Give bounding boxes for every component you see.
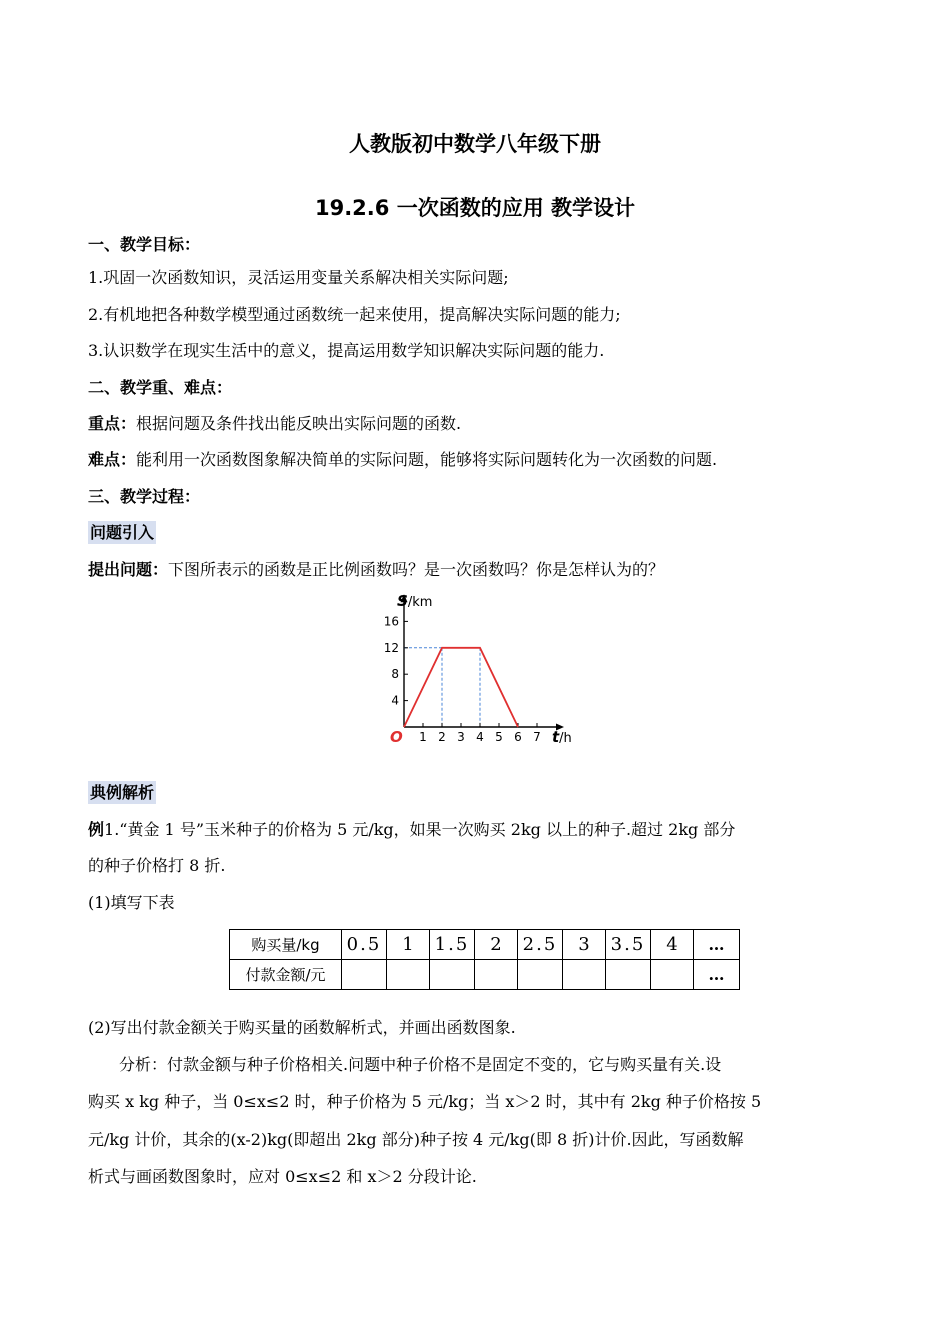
table-cell [387,960,430,990]
example1-line2: 的种子价格打 8 折. [88,856,226,875]
key-heading: 二、教学重、难点： [88,378,233,397]
process-heading: 三、教学过程： [88,487,201,506]
difficulty-text: 能利用一次函数图象解决简单的实际问题，能够将实际问题转化为一次函数的问题. [136,450,718,469]
x-axis-variable: t [552,728,560,746]
x-tick-label: 6 [514,730,522,744]
y-tick-label: 4 [391,693,399,708]
goal-item: 3.认识数学在现实生活中的意义，提高运用数学知识解决实际问题的能力. [88,341,605,360]
y-tick-label: 12 [383,640,399,655]
table-cell: 2.5 [518,930,563,960]
table-cell [430,960,475,990]
difficulty-label: 难点： [88,450,137,469]
table-cell: 3.5 [606,930,651,960]
x-tick-label: 2 [438,730,446,744]
x-tick-label: 5 [495,730,503,744]
table-row [230,960,740,990]
analysis-line: 分析：付款金额与种子价格相关.问题中种子价格不是固定不变的，它与购买量有关.设 [119,1055,722,1074]
difficulty-point [88,450,717,470]
table-cell: 2 [475,930,518,960]
row-label-amount: 付款金额/元 [230,960,342,990]
intro-tag-wrap [88,523,156,543]
table-row [230,930,740,960]
table-cell [518,960,563,990]
goal-item: 2.有机地把各种数学模型通过函数统一起来使用，提高解决实际问题的能力; [88,305,621,324]
analysis-line: 析式与画函数图象时，应对 0≤x≤2 和 x＞2 分段计论. [88,1167,477,1186]
table-cell [606,960,651,990]
x-axis-unit: /h [559,731,572,746]
table-cell: 1.5 [430,930,475,960]
intro-tag: 问题引入 [90,523,155,542]
series-line [404,648,518,727]
goals-heading: 一、教学目标： [88,235,201,254]
table-cell [342,960,387,990]
x-tick-label: 1 [419,730,427,744]
row-label-quantity: 购买量/kg [230,930,342,960]
key-point [88,414,461,434]
origin-label: O [390,728,403,746]
table-cell: … [694,960,740,990]
example-tag-wrap [88,783,156,803]
x-tick-label: 3 [457,730,465,744]
example-tag: 典例解析 [90,783,155,802]
example1-label: 例 [88,820,105,839]
y-tick-label: 16 [383,614,399,629]
table-cell [651,960,694,990]
question-text: 下图所表示的函数是正比例函数吗？是一次函数吗？你是怎样认为的？ [168,560,665,579]
example1-line1 [88,820,735,840]
key-label: 重点： [88,414,137,433]
table-cell: 4 [651,930,694,960]
table-cell: … [694,930,740,960]
table-cell: 3 [563,930,606,960]
price-table [229,929,740,990]
goal-item: 1.巩固一次函数知识，灵活运用变量关系解决相关实际问题; [88,268,509,287]
analysis-line: 购买 x kg 种子，当 0≤x≤2 时，种子价格为 5 元/kg；当 x＞2 时，其中有 2kg 种子价格按 5 [88,1092,762,1111]
table-cell [475,960,518,990]
x-tick-label: 7 [533,730,541,744]
y-axis-label [397,592,432,610]
question-line [88,560,664,580]
distance-time-chart [380,590,580,750]
example1-q2: (2)写出付款金额关于购买量的函数解析式，并画出函数图象. [88,1018,516,1037]
y-tick-label: 8 [391,667,399,682]
doc-subtitle: 19.2.6 一次函数的应用 教学设计 [314,196,636,220]
x-tick-label: 4 [476,730,484,744]
example1-text: 1.“黄金 1 号”玉米种子的价格为 5 元/kg，如果一次购买 2kg 以上的种子.超过 2kg 部分 [104,820,736,839]
table-cell [563,960,606,990]
y-axis-variable: S [397,592,408,611]
example1-q1: (1)填写下表 [88,893,175,912]
analysis-line: 元/kg 计价，其余的(x-2)kg(即超出 2kg 部分)种子按 4 元/kg(即 8 折)计价.因此，写函数解 [88,1130,744,1149]
key-text: 根据问题及条件找出能反映出实际问题的函数. [136,414,462,433]
table-cell: 1 [387,930,430,960]
y-axis-unit: /km [407,595,433,611]
question-label: 提出问题： [88,560,169,579]
doc-title: 人教版初中数学八年级下册 [349,132,601,156]
table-cell: 0.5 [342,930,387,960]
x-axis-label [552,728,572,746]
